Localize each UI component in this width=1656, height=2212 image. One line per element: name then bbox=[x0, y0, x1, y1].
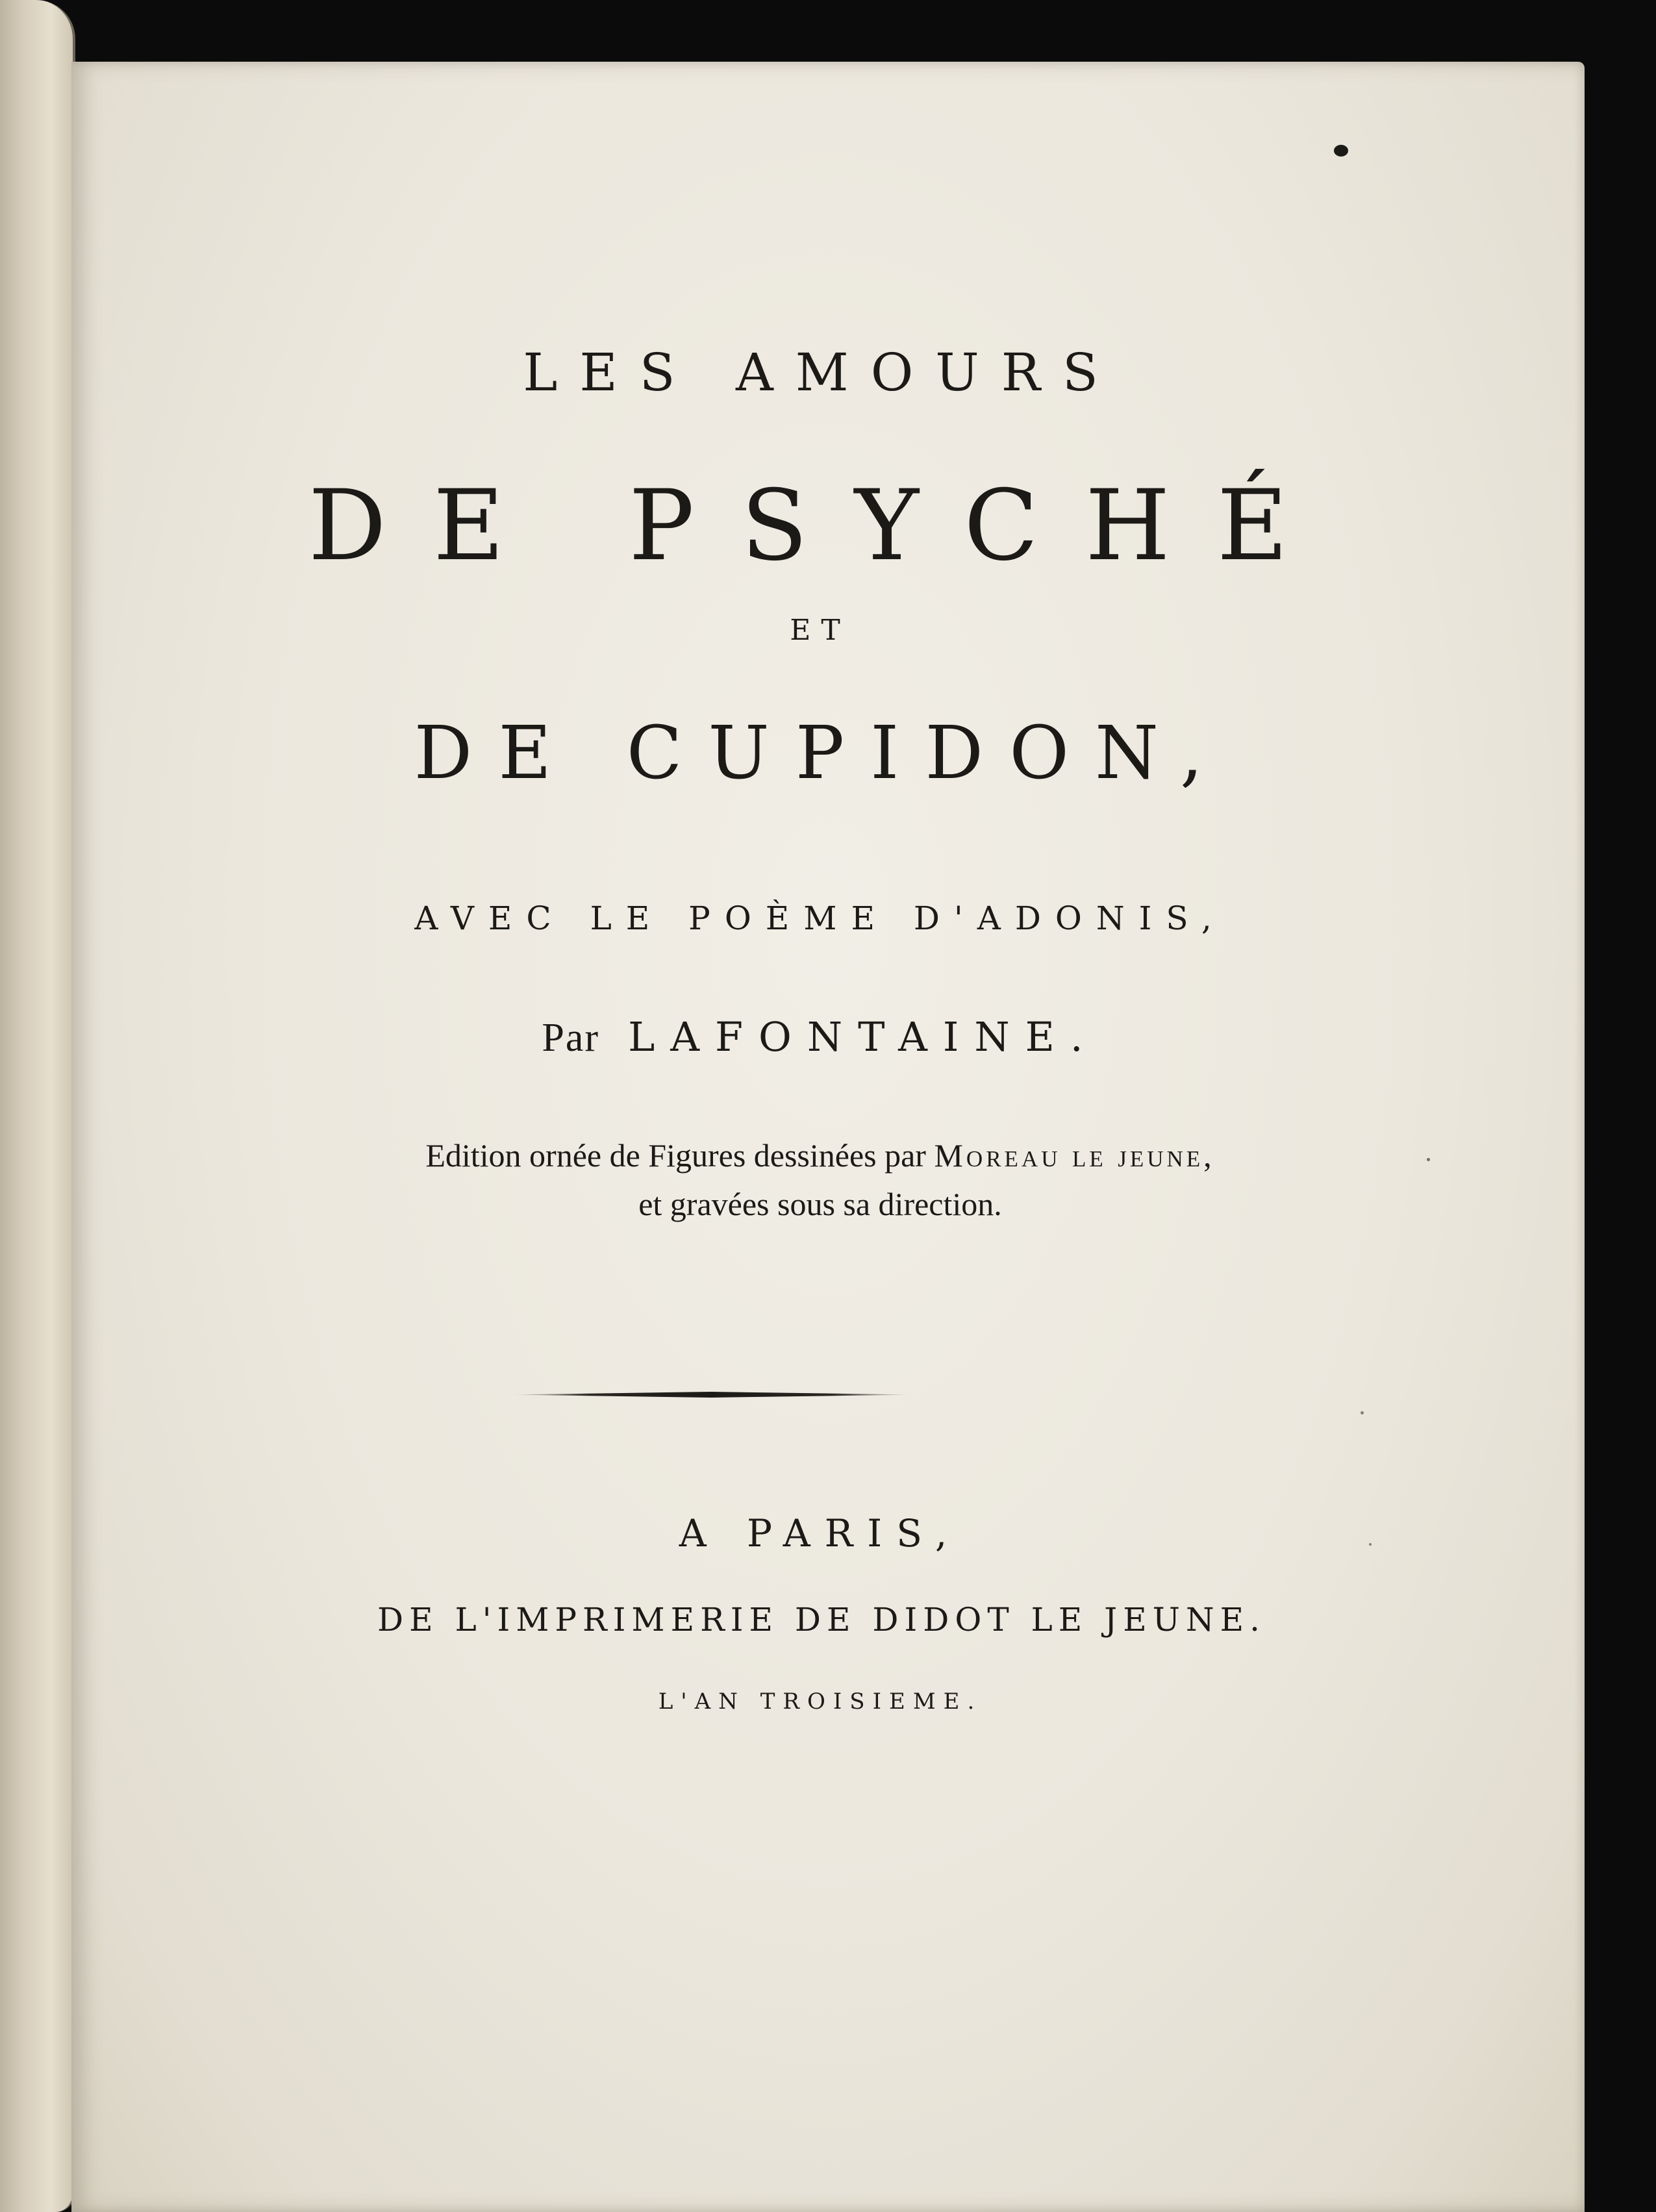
author-prefix: Par bbox=[542, 1016, 600, 1060]
subtitle-adonis: AVEC LE POÈME D'ADONIS, bbox=[414, 899, 1226, 937]
foxing-spot bbox=[1361, 1411, 1364, 1414]
title-line-et: ET bbox=[790, 614, 851, 647]
title-line-de-psyche: DE PSYCHÉ bbox=[308, 470, 1335, 583]
edition-note-text: Edition ornée de Figures dessinées par bbox=[425, 1137, 935, 1174]
imprint-year: L'AN TROISIEME. bbox=[658, 1689, 983, 1715]
ornamental-rule bbox=[510, 1392, 912, 1398]
imprint-printer: DE L'IMPRIMERIE DE DIDOT LE JEUNE. bbox=[377, 1601, 1266, 1639]
edition-note-line-2: et gravées sous sa direction. bbox=[638, 1186, 1002, 1222]
facing-page-edge bbox=[0, 0, 75, 2212]
title-page bbox=[71, 62, 1585, 2212]
title-line-les-amours: LES AMOURS bbox=[523, 342, 1120, 403]
edition-note-artist: Moreau le jeune, bbox=[934, 1137, 1215, 1174]
title-line-de-cupidon: DE CUPIDON, bbox=[414, 711, 1229, 796]
ink-spot bbox=[1334, 145, 1348, 157]
edition-note-line-1 bbox=[64, 1137, 1577, 1174]
imprint-city: A PARIS, bbox=[679, 1511, 962, 1555]
author-name: LAFONTAINE. bbox=[628, 1013, 1099, 1061]
author-line bbox=[64, 1013, 1577, 1061]
